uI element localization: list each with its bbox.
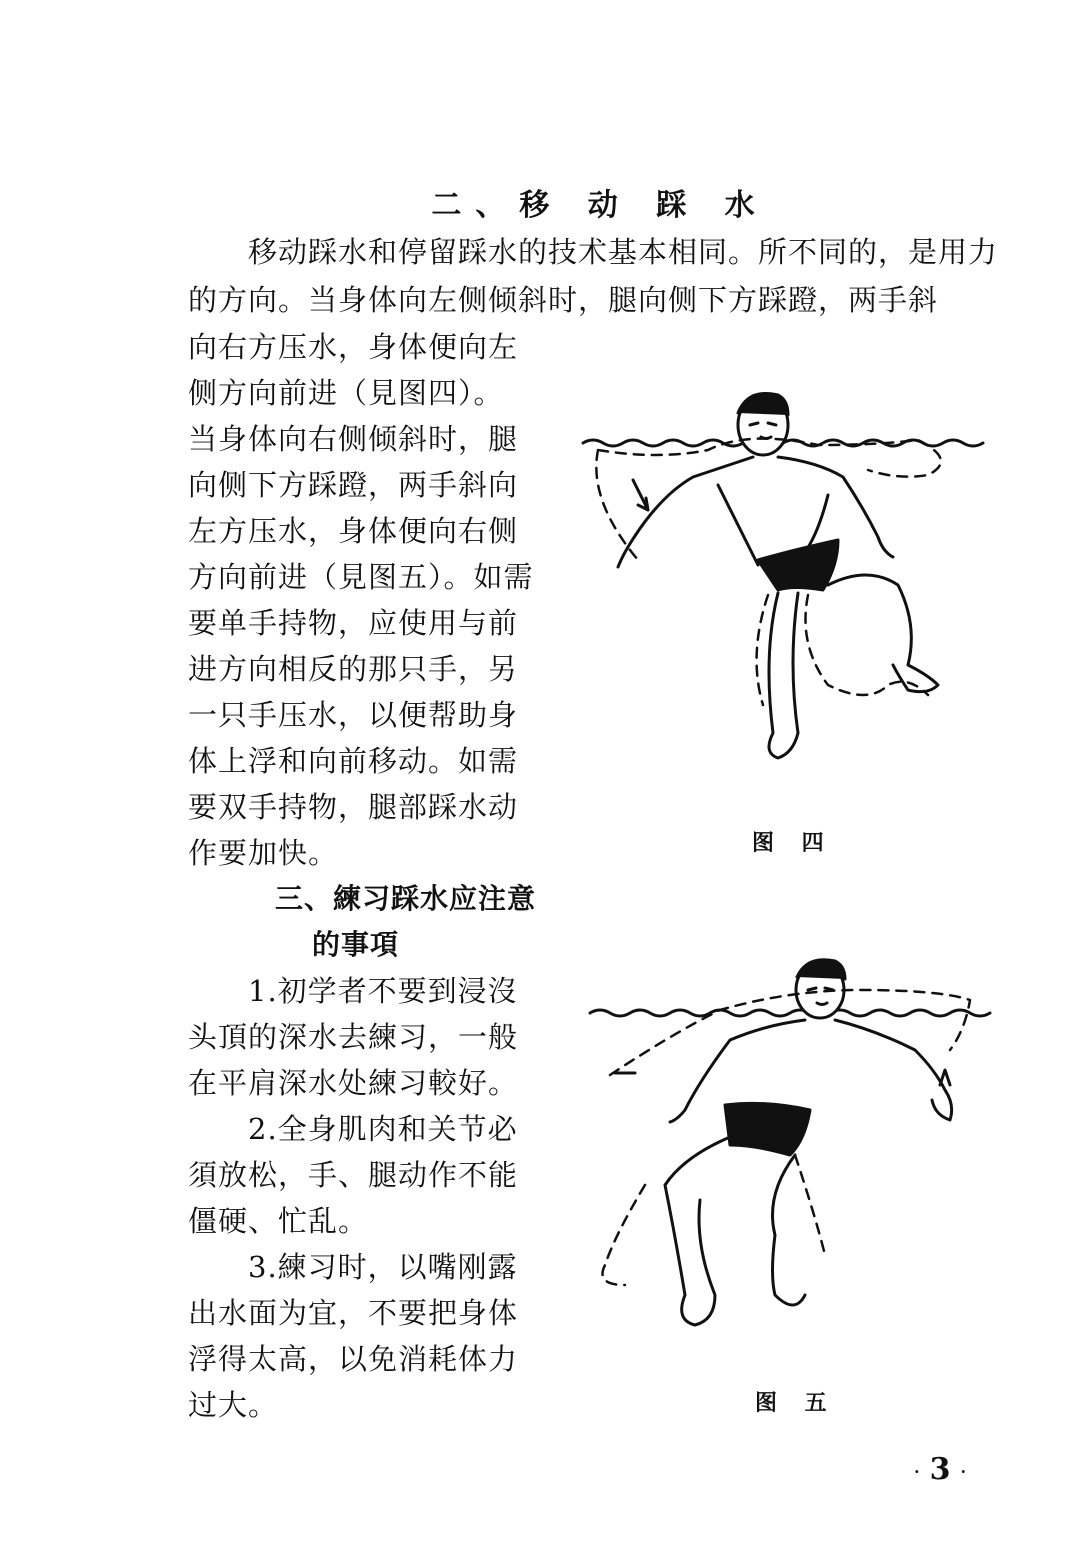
- swimmer-moving-right-illustration: [585, 955, 1015, 1355]
- page-number-value: 3: [929, 1452, 951, 1487]
- paragraph-text-continued: 向右方压水，身体便向左侧方向前进（見图四）。: [188, 330, 519, 410]
- swimmer-moving-left-illustration: [578, 385, 1008, 785]
- list-item: 1.初学者不要到浸沒头頂的深水去練习，一般在平肩深水处練习較好。: [188, 974, 519, 1100]
- figure-caption: 图 五: [755, 1391, 837, 1416]
- paragraph-text: 移动踩水和停留踩水的技术基本相同。所不同的，是用力的方向。当身体向左侧倾斜时，腿向侧下方踩蹬，两手斜: [188, 235, 999, 317]
- subtitle-line-2: 的事項: [312, 928, 400, 961]
- decorative-dot: ·: [960, 1461, 967, 1481]
- paragraph-text: 当身体向右侧倾斜时，腿向侧下方踩蹬，两手斜向左方压水，身体便向右侧方向前进（見图五）。如需要单手持物，应使用与前进方向相反的那只手，另一只手压水，以便帮助身体上浮和向前移动。如需要双手持物，腿部踩水动作要加快。: [188, 422, 534, 870]
- subtitle-line-1: 三、練习踩水应注意: [274, 882, 536, 915]
- section-title: 二、移 动 踩 水: [431, 188, 769, 223]
- list-item: 3.練习时，以嘴刚露出水面为宜，不要把身体浮得太高，以免消耗体力过大。: [188, 1250, 519, 1422]
- list-item: 2.全身肌肉和关节必須放松，手、腿动作不能僵硬、忙乱。: [188, 1112, 519, 1238]
- left-column: [188, 324, 540, 1428]
- decorative-dot: ·: [913, 1461, 920, 1481]
- section-subtitle: [188, 876, 540, 968]
- figure-caption: 图 四: [752, 831, 834, 856]
- paragraph-full-width: [188, 228, 1008, 324]
- page-number: [900, 1452, 980, 1487]
